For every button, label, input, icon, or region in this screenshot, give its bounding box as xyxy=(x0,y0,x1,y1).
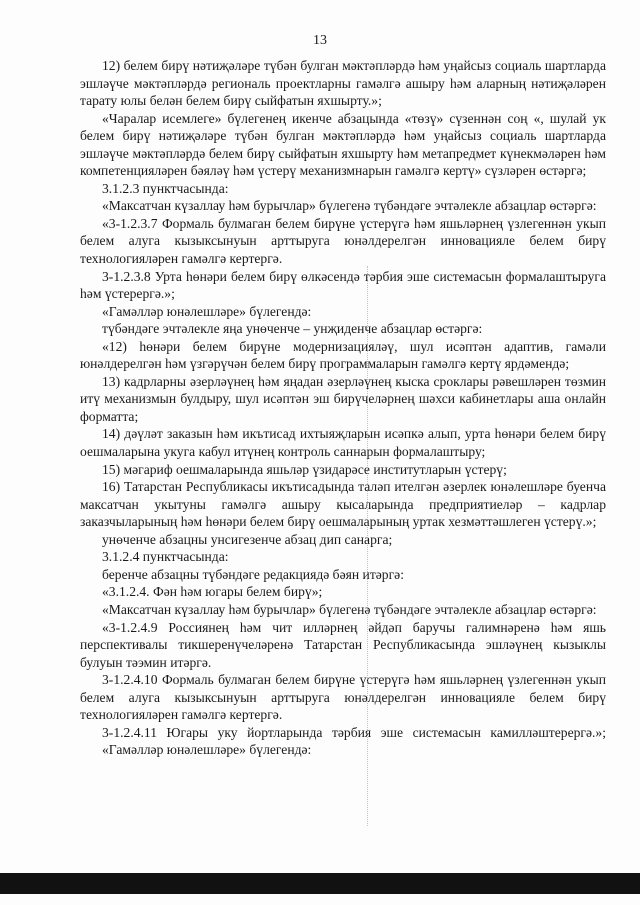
paragraph: «12) һөнәри белем бирүне модернизацияләү, шул исәптән адаптив, гамәли юнәлдерелгән һәм үзгәрүчән белем бирү программаларын гамәлгә кертү ярдәмендә; xyxy=(80,338,606,372)
paragraph: 3.1.2.4 пунктчасында: xyxy=(102,549,229,565)
paragraph: 3-1.2.3.8 Урта һөнәри белем бирү өлкәсендә тәрбия эше системасын формалаштыруга һәм үстерергә.»; xyxy=(80,268,606,302)
paragraph: «3-1.2.4.9 Россиянең һәм чит илләрнең әйдәп баручы галимнәренә һәм яшь перспективалы тикшеренүчеләренә Татарстан Республикасында эшләүнең кызыклы булуын тәэмин итәргә. xyxy=(80,619,606,670)
paragraph: унөченче абзацны унсигезенче абзац дип санарга; xyxy=(102,531,393,547)
paragraph: беренче абзацны түбәндәге редакциядә бәян итәргә: xyxy=(102,566,404,582)
paragraph: «Гамәлләр юнәлешләре» бүлегендә: xyxy=(102,742,312,758)
paragraph: 15) мәгариф оешмаларында яшьләр үзидарәсе институтларын үстерү; xyxy=(102,461,507,477)
paragraph: түбәндәге эчтәлекле яңа унөченче – унҗиденче абзацлар өстәргә: xyxy=(102,321,483,337)
paragraph: «Максатчан күзаллау һәм бурычлар» бүлегенә түбәндәге эчтәлекле абзацлар өстәргә: xyxy=(102,601,597,617)
page-number: 13 xyxy=(313,33,327,48)
paragraph: 3-1.2.4.11 Югары уку йортларында тәрбия эше системасын камилләштерергә.»; xyxy=(102,724,606,740)
paragraph: 3.1.2.3 пунктчасында: xyxy=(102,180,229,196)
document-body xyxy=(80,57,606,759)
paragraph: «Максатчан күзаллау һәм бурычлар» бүлегенә түбәндәге эчтәлекле абзацлар өстәргә: xyxy=(102,198,597,214)
paragraph: «Гамәлләр юнәлешләре» бүлегендә: xyxy=(102,303,312,319)
scan-artifact-line xyxy=(367,266,368,826)
paragraph: «3-1.2.3.7 Формаль булмаган белем бирүне үстерүгә һәм яшьләрнең үзлегеннән укып белем алуга кызыксынуын арттыруга юнәлдерелгән инновацияле белем бирү технологияләрен гамәлгә кертергә. xyxy=(80,215,606,267)
paragraph: «Чаралар исемлеге» бүлегенең икенче абзацында «төзү» сүзеннән соң «, шулай ук белем бирү нәтиҗәләре түбән булган мәктәпләрдә һәм уңайсыз социаль шартларда эшләүче мәктәпләрдә белем бирү сыйфатын яхшырту һәм метапредмет күнекмәләрен һәм компетенцияләрен бәяләү һәм үстерү механизмнарын гамәлгә кертү» сүзләрен өстәргә; xyxy=(80,110,606,179)
paragraph: 16) Татарстан Республикасы икътисадында таләп ителгән әзерлек юнәлешләре буенча максатчан укытуны гамәлгә ашыру кысаларында предприятиеләр – кадрлар заказчыларының һәм һөнәри белем бирү оешмаларының уртак хезмәттәшлеген үстерү.»; xyxy=(80,479,606,530)
paragraph: «3.1.2.4. Фән һәм югары белем бирү»; xyxy=(102,584,323,600)
scan-bottom-bar xyxy=(0,873,640,894)
paragraph: 12) белем бирү нәтиҗәләре түбән булган мәктәпләрдә һәм уңайсыз социаль шартларда эшләүче мәктәпләрдә региональ проектларны гамәлгә ашыру һәм аларның нәтиҗәләрен тарату юлы белән белем бирү сыйфатын яхшырту.»; xyxy=(80,58,606,109)
paragraph: 3-1.2.4.10 Формаль булмаган белем бирүне үстерүгә һәм яшьләрнең үзлегеннән укып белем алуга кызыксынуын арттыруга юнәлдерелгән инновацияле белем бирү технологияләрен гамәлгә кертергә. xyxy=(80,672,606,723)
paragraph: 13) кадрларны әзерләүнең һәм яңадан әзерләүнең кыска сроклары рәвешләрен төзмин итү механизмын булдыру, шул исәптән эш бирүчеләрнең шәхси кабинетлары аша онлайн форматта; xyxy=(80,373,606,424)
paragraph: 14) дәүләт заказын һәм икътисад ихтыяҗларын исәпкә алып, урта һөнәри белем бирү оешмаларына укуга кабул итүнең контроль саннарын формалаштыру; xyxy=(80,426,606,460)
